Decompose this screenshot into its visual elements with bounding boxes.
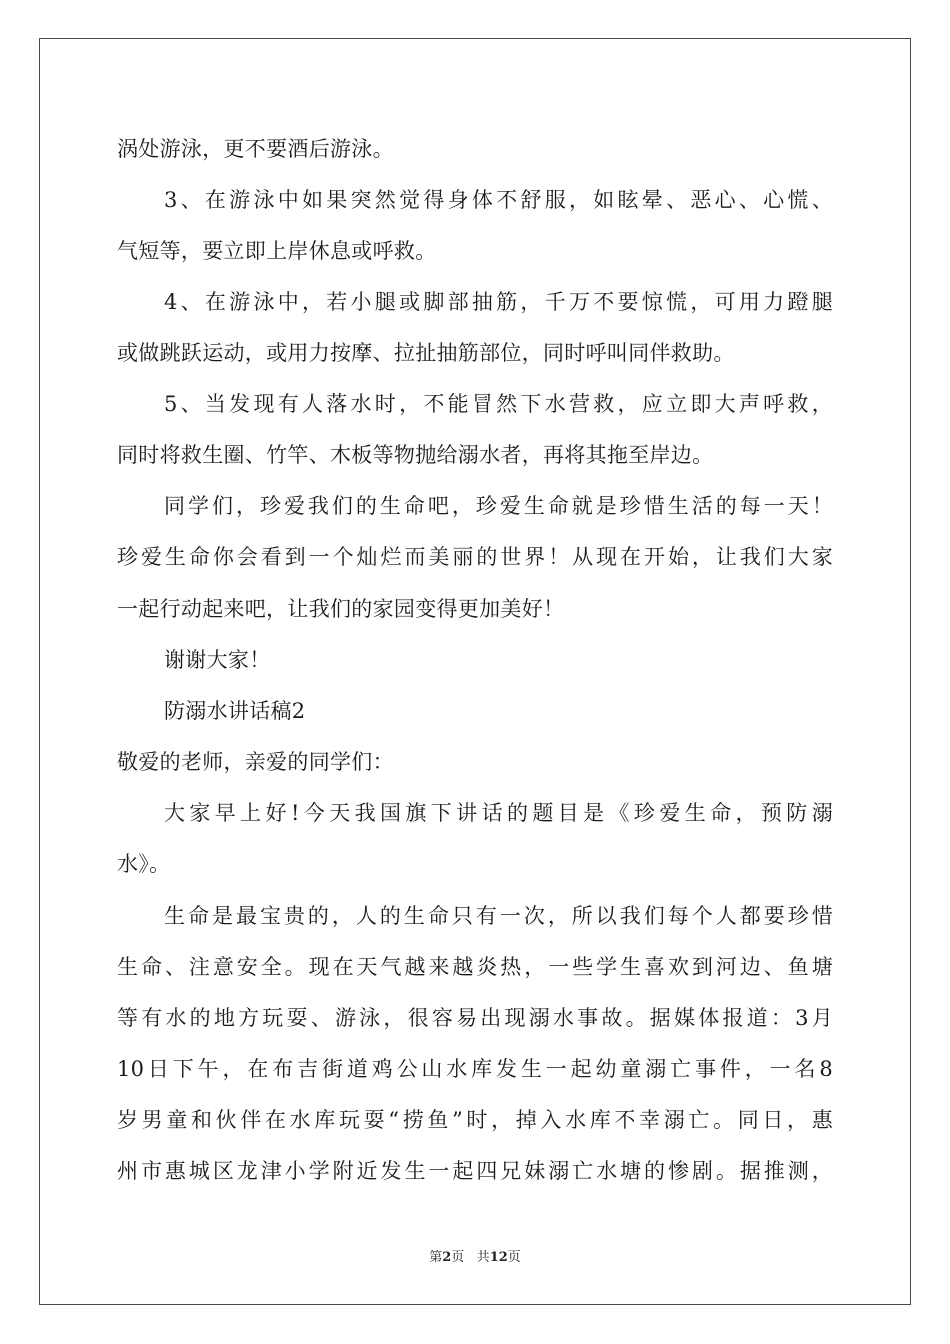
list-item-3-line-2: 气短等，要立即上岸休息或呼救。 xyxy=(117,239,437,263)
list-item-4-line-1: 4、在游泳中，若小腿或脚部抽筋，千万不要惊慌，可用力蹬腿 xyxy=(164,290,833,314)
total-suffix: 页 xyxy=(507,1250,521,1265)
list-item-5-line-2: 同时将救生圈、竹竿、木板等物抛给溺水者，再将其拖至岸边。 xyxy=(117,443,714,467)
list-item-3-line-1: 3、在游泳中如果突然觉得身体不舒服，如眩晕、恶心、心慌、 xyxy=(164,188,833,212)
total-prefix: 共 xyxy=(476,1250,490,1265)
speech-body-line-5: 岁男童和伙伴在水库玩耍“捞鱼”时，掉入水库不幸溺亡。同日，惠 xyxy=(117,1108,833,1132)
salutation: 敬爱的老师，亲爱的同学们： xyxy=(117,750,394,774)
page-prefix: 第 xyxy=(429,1250,443,1265)
speech-body-line-2: 生命、注意安全。现在天气越来越炎热，一些学生喜欢到河边、鱼塘 xyxy=(117,955,833,979)
speech-body-line-6: 州市惠城区龙津小学附近发生一起四兄妹溺亡水塘的惨剧。据推测， xyxy=(117,1159,833,1183)
closing-paragraph-line-1: 同学们，珍爱我们的生命吧，珍爱生命就是珍惜生活的每一天！ xyxy=(164,494,833,518)
speech-intro-line-2: 水》。 xyxy=(117,852,171,876)
list-item-5-line-1: 5、当发现有人落水时，不能冒然下水营救，应立即大声呼救， xyxy=(164,392,833,416)
closing-paragraph-line-2: 珍爱生命你会看到一个灿烂而美丽的世界！从现在开始，让我们大家 xyxy=(117,545,833,569)
speech-intro-line-1: 大家早上好!今天我国旗下讲话的题目是《珍爱生命，预防溺 xyxy=(164,801,833,825)
closing-paragraph-line-3: 一起行动起来吧，让我们的家园变得更加美好！ xyxy=(117,597,565,621)
page-total: 12 xyxy=(489,1250,508,1265)
thanks-line: 谢谢大家！ xyxy=(164,648,271,672)
body-line: 涡处游泳，更不要酒后游泳。 xyxy=(117,137,394,161)
page-current: 2 xyxy=(442,1250,452,1265)
page-suffix: 页 xyxy=(451,1250,465,1265)
section-title: 防溺水讲话稿2 xyxy=(164,699,306,723)
speech-body-line-1: 生命是最宝贵的，人的生命只有一次，所以我们每个人都要珍惜 xyxy=(164,904,833,928)
list-item-4-line-2: 或做跳跃运动，或用力按摩、拉扯抽筋部位，同时呼叫同伴救助。 xyxy=(117,341,735,365)
page-footer xyxy=(0,1246,950,1265)
speech-body-line-3: 等有水的地方玩耍、游泳，很容易出现溺水事故。据媒体报道：3月 xyxy=(117,1006,833,1030)
speech-body-line-4: 10日下午，在布吉街道鸡公山水库发生一起幼童溺亡事件，一名8 xyxy=(117,1057,833,1081)
